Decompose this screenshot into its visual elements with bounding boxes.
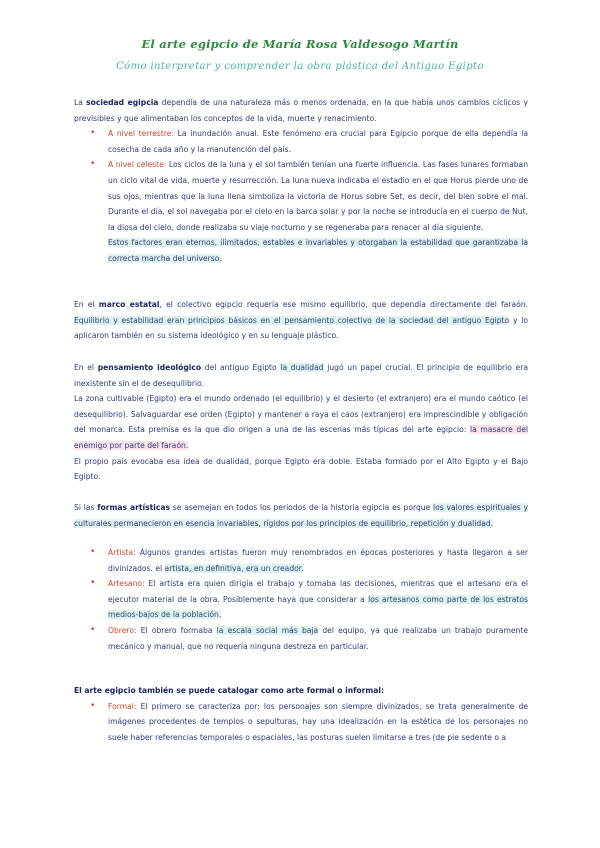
ideologico-paragraph: En el pensamiento ideológico del antiguo Egipto la dualidad jugó un papel crucial. El principio de equilibrio era inexistente sin el de desequilibrio. (74, 363, 528, 388)
roles-list (74, 545, 528, 654)
intro-list (74, 126, 528, 235)
item-label: Formal: (108, 701, 137, 711)
ideologico-section (74, 360, 528, 485)
bullet-icon: • (90, 128, 96, 139)
list-item: • Artesano: El artista era quien dirigía el trabajo y tomaba las decisiones, mientras que el artesano era el ejecutor material de la obra. Posiblemente haya que considerar a los artesanos como parte de los estratos medios-bajos de la población. (90, 578, 528, 620)
keyword: formas artísticas (97, 503, 171, 512)
item-label: Artesano: (108, 579, 145, 589)
keyword: marco estatal (98, 300, 160, 309)
bullet-icon: • (90, 159, 96, 170)
keyword: pensamiento ideológico (97, 363, 202, 372)
bullet-icon: • (90, 547, 96, 557)
list-item: • A nivel terrestre: La inundación anual. Este fenómeno era crucial para Egipcio porque de ella dependía la cosecha de cada año y la manutención del país. (90, 128, 528, 154)
bullet-icon: • (90, 578, 96, 589)
ideologico-paragraph-3: El propio país evocaba esa idea de dualidad, porque Egipto era doble. Estaba formado por el Alto Egipto y el Bajo Egipto. (74, 456, 528, 482)
estatal-paragraph: En el marco estatal, el colectivo egipcio requería ese mismo equilibrio, que dependía directamente del faraón. Equilibrio y estabilidad eran principios básicos en el pensamiento colectivo de la sociedad del antiguo Egipto y lo aplicaron también en su sistema ideológico y en su lenguaje plástico. (74, 300, 529, 341)
list-item: • Artista: Algunos grandes artistas fueron muy renombrados en épocas posteriores y hasta llegaron a ser divinizados. el artista, en definitiva, era un creador. (90, 547, 528, 573)
intro-section (74, 95, 528, 267)
formas-section (74, 500, 528, 531)
roles-section (74, 545, 528, 654)
item-label: A nivel terrestre: (108, 129, 175, 139)
section-heading: El arte egipcio también se puede catalogar como arte formal o informal: (74, 686, 385, 695)
list-item: • Formal: El primero se caracteriza por: los personajes son siempre divinizados, se trata generalmente de imágenes procedentes de templos o sepulturas, hay una idealización en la estética de los personajes no suele haber referencias temporales o espaciales, las posturas suelen limitarse a tres (de pie sedente o a (90, 700, 528, 742)
formas-paragraph: Si las formas artísticas se asemejan en todos los periodos de la historia egipcia es porque los valores espirituales y culturales permanecieron en esencia invariables, rígidos por los principios de equilibrio, repetición y dualidad. (74, 503, 529, 528)
document-title: El arte egipcio de María Rosa Valdesogo Martín (141, 37, 459, 51)
formal-section (74, 683, 528, 745)
intro-note: Estos factores eran eternos, ilimitados, estables e invariables y otorgaban la estabilidad que garantizaba la correcta marcha del universo. (108, 238, 528, 263)
document-subtitle: Cómo interpretar y comprender la obra plástica del Antiguo Egipto (116, 61, 484, 72)
estatal-section (74, 297, 528, 344)
item-label: Obrero: (108, 625, 137, 635)
formal-list (74, 699, 528, 746)
bullet-icon: • (90, 624, 96, 635)
ideologico-paragraph-2: La zona cultivable (Egipto) era el mundo ordenado (el equilibrio) y el desierto (el extranjero) era el mundo caótico (el desequilibrio). Salvaguardar ese orden (Egipto) y mantener a raya el caos (extranjero) era imprescindible y obligación del monarca. Esta premisa es la que dio origen a una de las escenas más típicas del arte egipcio: la masacre del enemigo por parte del faraón. (74, 394, 529, 450)
item-label: A nivel celeste: (108, 160, 167, 170)
keyword: sociedad egipcia (86, 98, 159, 107)
list-item: • Obrero: El obrero formaba la escala social más baja del equipo, ya que realizaba un trabajo puramente mecánico y manual, que no requería ninguna destreza en particular. (90, 624, 528, 651)
intro-paragraph: La sociedad egipcia dependía de una naturaleza más o menos ordenada, en la que había unos cambios cíclicos y previsibles y que alimentaban los conceptos de la vida, muerte y renacimiento. (74, 98, 528, 123)
bullet-icon: • (90, 700, 96, 711)
item-label: Artista: (108, 548, 136, 557)
list-item: • A nivel celeste: Los ciclos de la luna y el sol también tenían una fuerte influencia. Las fases lunares formaban un ciclo vital de vida, muerte y resurrección. La luna nueva indicaba el estadio en el que Horus pierde uno de sus ojos, mientras que la luna llena simboliza la victoria de Horus sobre Set, es decir, del bien sobre el mal. Durante el día, el sol navegaba por el cielo en la barca solar y por la noche se introducía en el cuerpo de Nut, la diosa del cielo, donde realizaba su viaje nocturno y se regeneraba para renacer al día siguiente. (90, 159, 529, 232)
